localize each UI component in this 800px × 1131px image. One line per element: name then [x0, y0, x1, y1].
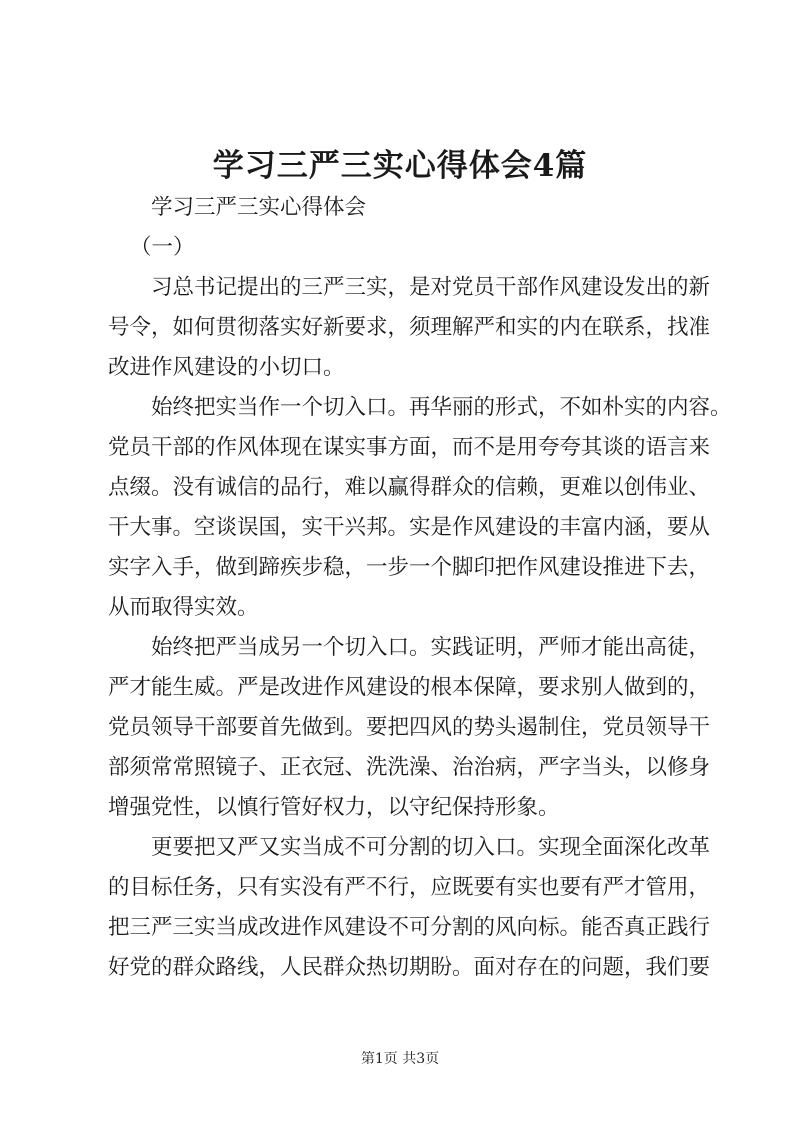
paragraph-line: 习总书记提出的三严三实，是对党员干部作风建设发出的新	[151, 275, 711, 300]
section-heading: （一）	[130, 235, 195, 260]
paragraph-line: 始终把实当作一个切入口。再华丽的形式，不如朴实的内容。	[151, 395, 732, 420]
paragraph-line: 改进作风建设的小切口。	[108, 355, 345, 380]
paragraph-line: 点缀。没有诚信的品行，难以赢得群众的信赖，更难以创伟业、	[108, 475, 711, 500]
paragraph-line: 号令，如何贯彻落实好新要求，须理解严和实的内在联系，找准	[108, 315, 711, 340]
paragraph-line: 党员领导干部要首先做到。要把四风的势头遏制住，党员领导干	[108, 715, 711, 740]
paragraph-line: 增强党性，以慎行管好权力，以守纪保持形象。	[108, 795, 560, 820]
paragraph-line: 始终把严当成另一个切入口。实践证明，严师才能出高徒，	[151, 635, 711, 660]
paragraph-line: 好党的群众路线，人民群众热切期盼。面对存在的问题，我们要	[108, 955, 711, 980]
document-title: 学习三严三实心得体会4篇	[212, 148, 588, 184]
paragraph-line: 党员干部的作风体现在谋实事方面，而不是用夸夸其谈的语言来	[108, 435, 711, 460]
paragraph-line: 部须常常照镜子、正衣冠、洗洗澡、治治病，严字当头，以修身	[108, 755, 711, 780]
document-body	[108, 188, 732, 988]
paragraph-line: 严才能生威。严是改进作风建设的根本保障，要求别人做到的，	[108, 675, 711, 700]
paragraph-line: 把三严三实当成改进作风建设不可分割的风向标。能否真正践行	[108, 915, 711, 940]
page-footer: 第1页 共3页	[360, 1051, 440, 1067]
paragraph-line: 更要把又严又实当成不可分割的切入口。实现全面深化改革	[151, 835, 711, 860]
paragraph-line: 实字入手，做到蹄疾步稳，一步一个脚印把作风建设推进下去，	[108, 555, 711, 580]
paragraph-line: 干大事。空谈误国，实干兴邦。实是作风建设的丰富内涵，要从	[108, 515, 711, 540]
subtitle: 学习三严三实心得体会	[151, 195, 367, 220]
paragraph-line: 的目标任务，只有实没有严不行，应既要有实也要有严才管用，	[108, 875, 711, 900]
paragraph-line: 从而取得实效。	[108, 595, 259, 620]
